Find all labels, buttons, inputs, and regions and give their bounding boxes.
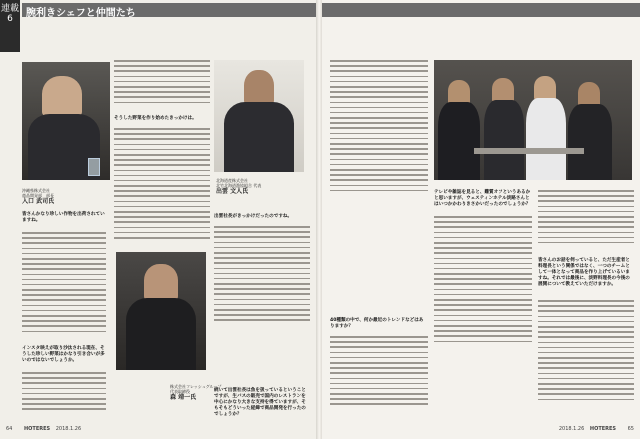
question-5: 続いて出雲社長は魚を扱っているということですが、生バスの販売で国内のレストランを中心にかなり大きな支持を得ていますが、そもそもどういった経緯で商品開発を行ったのでしょうか？ [214,388,306,417]
caption-company-2: 北海道産株式会社 [216,178,248,183]
footer-right [559,426,634,432]
face-group-2 [492,78,514,102]
glass-icon [88,158,100,176]
question-7: テレビや雑誌を見ると、難質オフというあるかと思いますが、ウェスティンホテル淡路さんとはいつかかわりきさかいだったのでしょうか？ [434,190,531,207]
face-2 [244,70,274,104]
body-col-7 [330,336,428,409]
body-col-4 [114,128,210,242]
body-group-2 [484,100,524,180]
caption-role-3: 代表取締役 [170,389,190,394]
face-group-4 [578,82,600,106]
photo-person-2 [214,60,304,172]
body-col-1 [22,232,106,336]
body-col-3 [114,60,210,107]
photo-person-1 [22,62,110,180]
caption-name-3: 森 靖一氏 [170,394,197,401]
face-3 [144,264,178,300]
caption-role-1: 商品開発部 部長 [22,193,54,198]
body-col-9 [538,190,634,247]
right-page [322,0,640,439]
caption-role-2: 北竹北海道漁協組合 代表 [216,183,262,188]
photo-person-3 [116,252,206,370]
body-col-8 [434,216,532,346]
question-4: 出雲社長がきっかけだったのですね。 [214,214,293,219]
body-col-10 [538,300,634,404]
series-number: 6 [7,14,13,24]
question-1: 皆さんかなり珍しい作物を出荷されていますね。 [22,212,105,223]
caption-company-1: 沖縄県株式会社 [22,188,50,193]
caption-person-2 [216,178,306,196]
header-bar-right [322,3,640,17]
suit-2 [224,102,294,172]
jacket-3 [126,298,196,370]
photo-group [434,60,632,180]
body-col-6 [330,60,428,195]
face-group-3 [534,76,556,100]
caption-company-3: 株式会社フレッシュグループ [170,384,222,389]
issue-date-right: 2018.1.26 [558,426,585,432]
question-6: 40種類の中で、何か最近のトレンドなどはありますか？ [330,318,424,329]
chef-coat [526,98,566,180]
magazine-name-left: HOTERES [23,426,51,432]
caption-name-2: 出雲 文人氏 [216,188,249,195]
issue-date-left: 2018.1.26 [55,426,82,432]
page-number-right: 65 [627,426,634,432]
question-2: インスタ映えが取り沙汰される現在、そうした珍しい野菜はかなり引き合いが多いのではないでしょうか。 [22,346,105,363]
caption-name-1: 入口 武司氏 [22,198,55,205]
left-page [0,0,318,439]
series-tab [0,0,20,52]
caption-person-1 [22,188,102,206]
page-number-left: 64 [6,426,13,432]
body-col-5 [214,226,310,325]
magazine-name-right: HOTERES [589,426,617,432]
face-group-1 [448,80,470,104]
body-group-1 [438,102,480,180]
body-col-2 [22,372,106,414]
question-8: 皆さんのお話を伺っていると、ただ生産者と料理長という関係ではなく、一つのチームとして一体となって商品を作り上げているいますね。それでは最後に、淡野料理長の今後の展開について教えていただけますか。 [538,258,630,287]
article-title: 腕利きシェフと仲間たち [26,8,136,19]
table [474,148,584,154]
face-1 [42,76,82,116]
series-label: 連載 [0,4,19,14]
footer-left [6,426,81,432]
question-3: そうした野菜を作り始めたきっかけは。 [114,116,197,121]
body-group-4 [568,104,612,180]
